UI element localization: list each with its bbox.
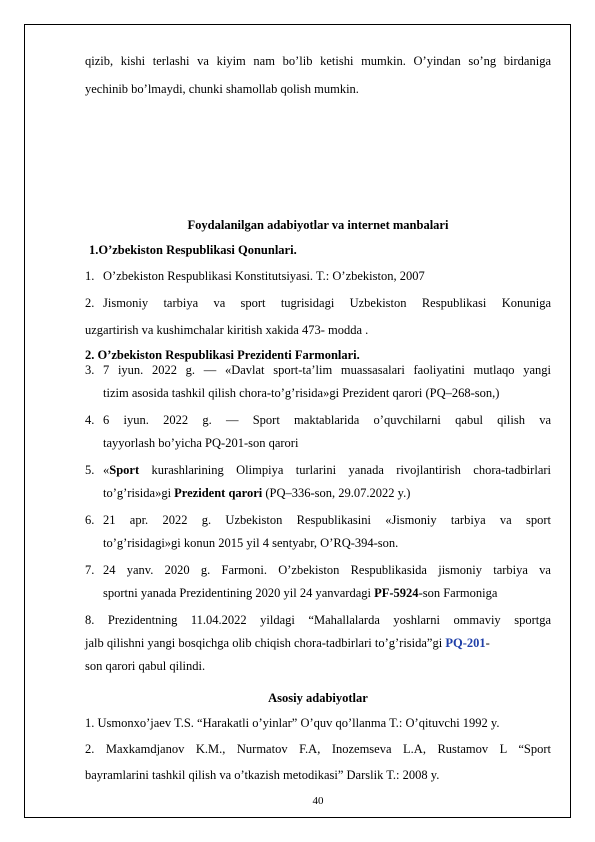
ref-8-line-1: 8. Prezidentning 11.04.2022 yildagi “Mahallalarda yoshlarni ommaviy sportga: [85, 613, 551, 627]
ref-5-bold-sport: Sport: [109, 463, 140, 477]
intro-line-1: qizib, kishi terlashi va kiyim nam bo’lib ketishi mumkin. O’yindan so’ng birdaniga: [85, 54, 551, 68]
ref-7-line-2: [103, 586, 497, 601]
ref-5-bold-decree: Prezident qarori: [174, 486, 263, 500]
ref-7-line-1: 24 yanv. 2020 g. Farmoni. O’zbekiston Respublikasida jismoniy tarbiya va: [103, 563, 551, 577]
references-heading: Foydalanilgan adabiyotlar va internet manbalari: [187, 218, 449, 232]
ref-5-quote-open: «: [103, 463, 110, 477]
ref-6-line-1: 21 apr. 2022 g. Uzbekiston Respublikasini «Jismoniy tarbiya va sport: [103, 513, 551, 527]
ref-6-line-2: to’g’risidagi»gi konun 2015 yil 4 sentyabr, O’RQ-394-son.: [103, 536, 399, 550]
ref-7-line-2-start: sportni yanada Prezidentining 2020 yil 24 yanvardagi: [103, 586, 375, 600]
ref-7-line-2-rest: -son Farmoniga: [418, 586, 498, 600]
ref-5-number: 5.: [85, 463, 95, 477]
main-lit-entry-2-line-1: 2. Maxkamdjanov K.M., Nurmatov F.A, Inozemseva L.A, Rustamov L “Sport: [85, 742, 551, 756]
ref-8-line-2: [85, 636, 551, 651]
ref-4-line-1: 6 iyun. 2022 g. — Sport maktablarida o’quvchilarni qabul qilish va: [103, 413, 551, 427]
intro-line-2: yechinib bo’lmaydi, chunki shamollab qolish mumkin.: [85, 82, 359, 96]
main-lit-entry-1: 1. Usmonxo’jaev T.S. “Harakatli o’yinlar” O’quv qo’llanma T.: O’qituvchi 1992 y.: [85, 716, 500, 730]
ref-4-number: 4.: [85, 413, 95, 427]
ref-1-number: 1.: [85, 269, 95, 283]
ref-2-line-1: Jismoniy tarbiya va sport tugrisidagi Uzbekiston Respublikasi Konuniga: [103, 296, 551, 310]
ref-8-line-2-start: jalb qilishni yangi bosqichga olib chiqish chora-tadbirlari to’g’risida”gi: [85, 636, 446, 650]
ref-4-line-2: tayyorlash bo’yicha PQ-201-son qarori: [103, 436, 299, 450]
pq-201-link[interactable]: PQ-201: [445, 636, 486, 650]
ref-3-line-1: 7 iyun. 2022 g. — «Davlat sport-ta’lim muassasalari faoliyatini mutlaqo yangi: [103, 363, 551, 377]
ref-5-line-2: [103, 486, 410, 501]
ref-6-number: 6.: [85, 513, 95, 527]
ref-7-bold-decree: PF-5924: [374, 586, 419, 600]
ref-8-line-3: son qarori qabul qilindi.: [85, 659, 206, 673]
section-laws-heading: 1.O’zbekiston Respublikasi Qonunlari.: [89, 243, 297, 257]
main-lit-entry-2-line-2: bayramlarini tashkil qilish va o’tkazish metodikasi” Darslik T.: 2008 y.: [85, 768, 440, 782]
ref-3-number: 3.: [85, 363, 95, 377]
ref-3-line-2: tizim asosida tashkil qilish chora-to’g’risida»gi Prezident qarori (PQ–268-son,): [103, 386, 500, 400]
main-literature-heading: Asosiy adabiyotlar: [268, 691, 368, 705]
ref-1-text: O’zbekiston Respublikasi Konstitutsiyasi. T.: O’zbekiston, 2007: [103, 269, 425, 283]
ref-5-line-2-rest: (PQ–336-son, 29.07.2022 y.): [262, 486, 411, 500]
section-decrees-heading: 2. O’zbekiston Respublikasi Prezidenti Farmonlari.: [85, 348, 360, 362]
ref-2-number: 2.: [85, 296, 95, 310]
ref-5-line-2-start: to’g’risida»gi: [103, 486, 175, 500]
ref-2-line-2: uzgartirish va kushimchalar kiritish xakida 473- modda .: [85, 323, 369, 337]
ref-8-line-2-rest: -: [485, 636, 490, 650]
ref-5-line-1-rest: kurashlarining Olimpiya turlarini yanada rivojlantirish chora-tadbirlari: [139, 463, 551, 477]
ref-5-line-1: [103, 463, 551, 478]
page-number: 40: [312, 795, 324, 807]
ref-7-number: 7.: [85, 563, 95, 577]
